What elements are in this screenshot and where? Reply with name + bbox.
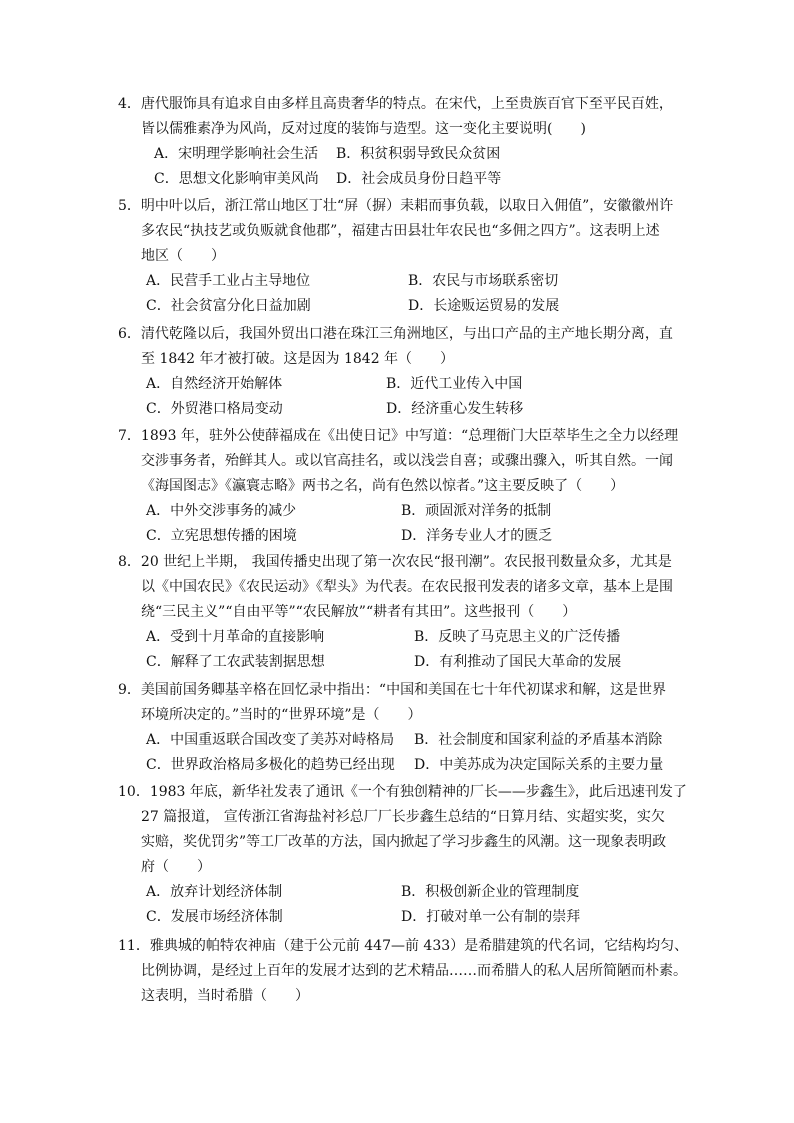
- question-5: [118, 194, 688, 319]
- question-stem: 皆以儒雅素净为风尚，反对过度的装饰与造型。这一变化主要说明( ): [141, 121, 586, 137]
- option-b[interactable]: B．社会制度和国家利益的矛盾基本消除: [414, 732, 663, 748]
- question-stem: 5．明中叶以后，浙江常山地区丁壮“屏（摒）耒耜而事负载，以取日入佣值”，安徽徽州许: [118, 198, 674, 214]
- option-row: [118, 524, 688, 549]
- option-c[interactable]: C．立宪思想传播的困境: [146, 528, 297, 544]
- option-row: [118, 753, 688, 778]
- option-d[interactable]: D．中美苏成为决定国际关系的主要力量: [414, 757, 664, 773]
- question-10: [118, 780, 688, 930]
- question-stem: 绕“三民主义”“自由平等”“农民解放”“耕者有其田”。这些报刊（ ）: [141, 604, 577, 620]
- question-4: [118, 92, 688, 192]
- question-7: [118, 424, 688, 549]
- option-row: [118, 728, 688, 753]
- option-row: [118, 397, 688, 422]
- option-d[interactable]: D．有利推动了国民大革命的发展: [414, 654, 622, 670]
- option-row: [118, 294, 688, 319]
- option-row: [118, 167, 688, 192]
- question-6: [118, 322, 688, 422]
- question-11: [118, 934, 688, 1009]
- option-d[interactable]: D．打破对单一公有制的崇拜: [401, 909, 581, 925]
- option-a[interactable]: A．民营手工业占主导地位: [146, 273, 311, 289]
- question-stem: 11．雅典城的帕特农神庙（建于公元前 447—前 433）是希腊建筑的代名词，它结构均匀、: [118, 938, 689, 954]
- option-c[interactable]: C．世界政治格局多极化的趋势已经出现: [146, 757, 395, 773]
- option-d[interactable]: D．长途贩运贸易的发展: [408, 298, 560, 314]
- option-d[interactable]: D．经济重心发生转移: [386, 401, 524, 417]
- option-d[interactable]: D．洋务专业人才的匮乏: [401, 528, 553, 544]
- option-b[interactable]: B．近代工业传入中国: [386, 376, 523, 392]
- question-stem: 实赔，奖优罚劣”等工厂改革的方法，国内掀起了学习步鑫生的风潮。这一现象表明政: [141, 834, 667, 850]
- question-stem: 4．唐代服饰具有追求自由多样且高贵奢华的特点。在宋代，上至贵族百官下至平民百姓，: [118, 96, 673, 112]
- option-row: [118, 905, 688, 930]
- option-row: [118, 499, 688, 524]
- question-stem: 6．清代乾隆以后，我国外贸出口港在珠江三角洲地区，与出口产品的主产地长期分离，直: [118, 326, 673, 342]
- option-b[interactable]: B．反映了马克思主义的广泛传播: [414, 629, 621, 645]
- option-row: [118, 372, 688, 397]
- question-stem: 交涉事务者，殆鲜其人。或以官高挂名，或以浅尝自喜；或骤出骤入，听其自然。一闻: [141, 453, 673, 469]
- question-stem: 9．美国前国务卿基辛格在回忆录中指出：“中国和美国在七十年代初谋求和解，这是世界: [118, 682, 667, 698]
- option-d[interactable]: D．社会成员身份日趋平等: [336, 171, 502, 187]
- question-stem: 府（ ）: [141, 859, 211, 875]
- option-row: [118, 880, 688, 905]
- question-stem: 多农民“执技艺或负贩就食他郡”，福建古田县壮年农民也“多佣之四方”。这表明上述: [141, 223, 660, 239]
- option-a[interactable]: A．中外交涉事务的减少: [146, 503, 297, 519]
- question-stem: 环境所决定的。”当时的“世界环境”是（ ）: [141, 707, 422, 723]
- question-stem: 这表明，当时希腊（ ）: [141, 988, 309, 1004]
- question-stem: 8．20 世纪上半期， 我国传播史出现了第一次农民“报刊潮”。农民报刊数量众多，尤其是: [118, 554, 672, 570]
- question-stem: 地区（ ）: [141, 248, 225, 264]
- question-stem: 《海国图志》《瀛寰志略》两书之名，尚有色然以惊者。”这主要反映了（ ）: [141, 478, 625, 494]
- question-stem: 至 1842 年才被打破。这是因为 1842 年（ ）: [141, 351, 455, 367]
- option-b[interactable]: B．积极创新企业的管理制度: [401, 884, 580, 900]
- option-c[interactable]: C．外贸港口格局变动: [146, 401, 283, 417]
- question-8: [118, 550, 688, 675]
- option-a[interactable]: A．中国重返联合国改变了美苏对峙格局: [146, 732, 395, 748]
- option-b[interactable]: B．农民与市场联系密切: [408, 273, 559, 289]
- option-a[interactable]: A．自然经济开始解体: [146, 376, 283, 392]
- question-stem: 27 篇报道， 宣传浙江省海盐衬衫总厂厂长步鑫生总结的“日算月结、实超实奖，实欠: [141, 809, 665, 825]
- option-row: [118, 142, 688, 167]
- option-c[interactable]: C．解释了工农武装割据思想: [146, 654, 325, 670]
- option-a[interactable]: A．放弃计划经济体制: [146, 884, 283, 900]
- option-b[interactable]: B．顽固派对洋务的抵制: [401, 503, 552, 519]
- question-9: [118, 678, 688, 778]
- question-stem: 7．1893 年，驻外公使薛福成在《出使日记》中写道：“总理衙门大臣萃毕生之全力以经理: [118, 428, 679, 444]
- option-c[interactable]: C．社会贫富分化日益加剧: [146, 298, 311, 314]
- option-row: [118, 650, 688, 675]
- option-c[interactable]: C．思想文化影响审美风尚: [154, 171, 319, 187]
- question-stem: 比例协调，是经过上百年的发展才达到的艺术精品……而希腊人的私人居所简陋而朴素。: [141, 963, 687, 979]
- question-stem: 以《中国农民》《农民运动》《犁头》为代表。在农民报刊发表的诸多文章，基本上是围: [141, 579, 673, 595]
- option-b[interactable]: B．积贫积弱导致民众贫困: [336, 146, 501, 162]
- option-row: [118, 269, 688, 294]
- option-a[interactable]: A．宋明理学影响社会生活: [154, 146, 319, 162]
- option-c[interactable]: C．发展市场经济体制: [146, 909, 283, 925]
- question-stem: 10．1983 年底，新华社发表了通讯《一个有独创精神的厂长——步鑫生》，此后迅速刊发了: [118, 784, 687, 800]
- option-a[interactable]: A．受到十月革命的直接影响: [146, 629, 325, 645]
- option-row: [118, 625, 688, 650]
